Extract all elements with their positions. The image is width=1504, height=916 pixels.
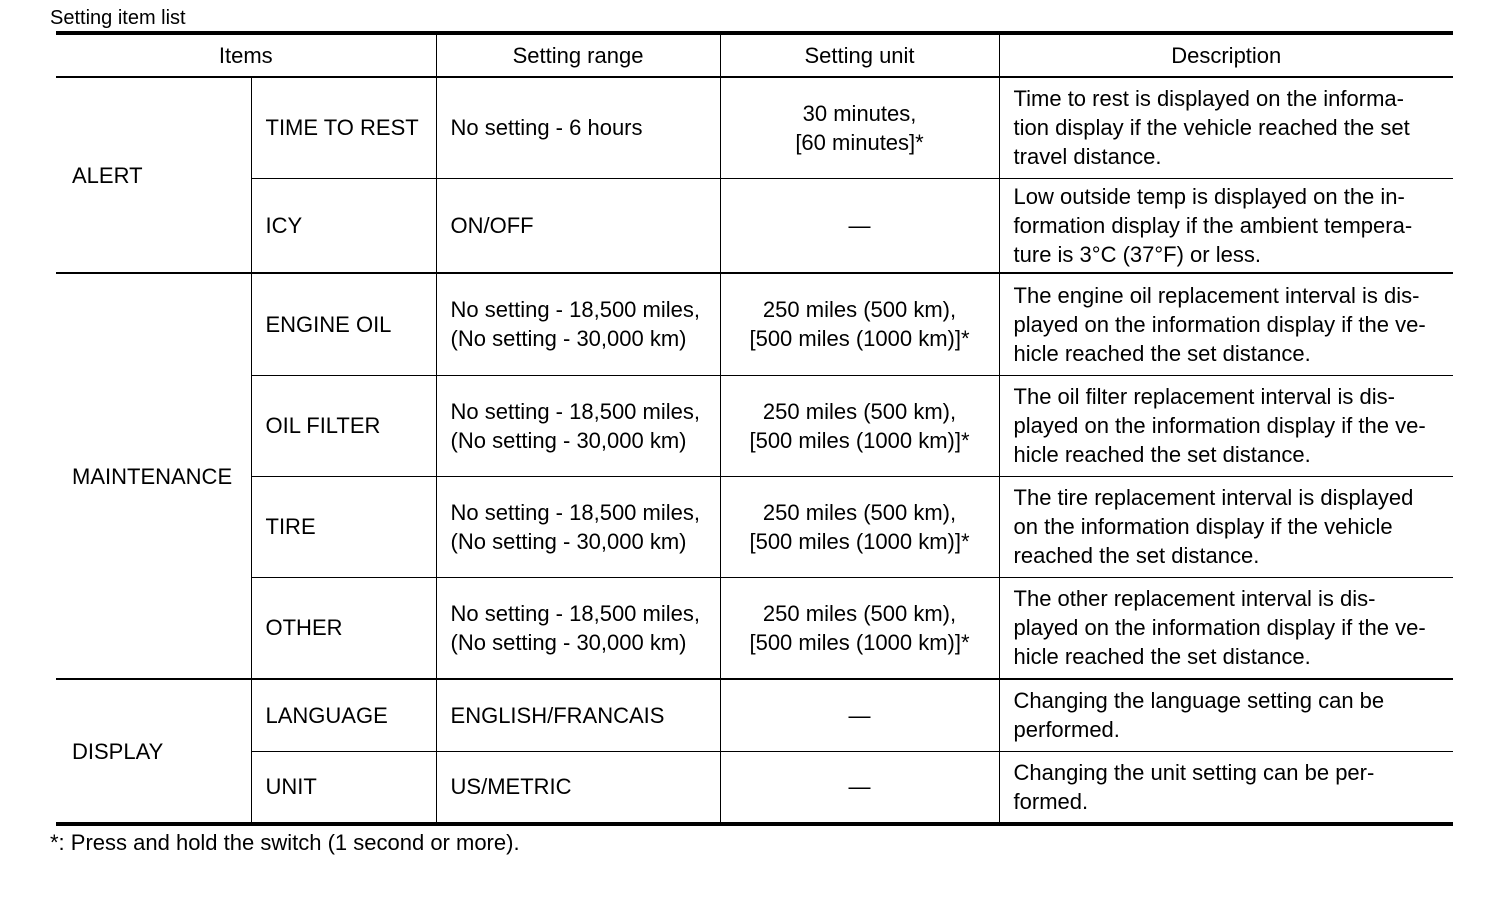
- table-row: [56, 751, 1453, 824]
- desc-line: Time to rest is displayed on the informa-: [1013, 86, 1404, 112]
- description: [999, 178, 1453, 273]
- table-row: [56, 178, 1453, 273]
- desc-line: The engine oil replacement interval is dis-: [1013, 282, 1420, 308]
- setting-range: US/METRIC: [436, 751, 720, 824]
- unit-line: [60 minutes]*: [795, 129, 924, 155]
- item-name: LANGUAGE: [251, 679, 436, 751]
- table-row: [56, 577, 1453, 679]
- unit-line: 30 minutes,: [802, 100, 917, 126]
- description: [999, 679, 1453, 751]
- unit-line: 250 miles (500 km),: [762, 600, 957, 626]
- desc-line: Changing the language setting can be: [1013, 688, 1385, 714]
- range-line: No setting - 18,500 miles,: [450, 297, 700, 323]
- desc-line: Low outside temp is displayed on the in-: [1013, 183, 1405, 209]
- table-row: [56, 77, 1453, 178]
- setting-range: [436, 273, 720, 375]
- description: [999, 273, 1453, 375]
- header-setting-unit: Setting unit: [720, 33, 999, 77]
- description: [999, 751, 1453, 824]
- desc-line: played on the information display if the ve-: [1013, 615, 1426, 641]
- item-name: ENGINE OIL: [251, 273, 436, 375]
- unit-line: [500 miles (1000 km)]*: [749, 427, 970, 453]
- desc-line: played on the information display if the ve-: [1013, 311, 1426, 337]
- footnote: *: Press and hold the switch (1 second or more).: [50, 830, 520, 855]
- desc-line: The oil filter replacement interval is dis-: [1013, 384, 1395, 409]
- range-line: No setting - 18,500 miles,: [450, 499, 700, 525]
- setting-unit: [720, 375, 999, 476]
- description: [999, 77, 1453, 178]
- desc-line: formation display if the ambient tempera-: [1013, 212, 1413, 238]
- desc-line: Changing the unit setting can be per-: [1013, 759, 1375, 785]
- item-name: OIL FILTER: [251, 375, 436, 476]
- unit-line: [500 miles (1000 km)]*: [749, 528, 970, 554]
- setting-unit: [720, 77, 999, 178]
- description: [999, 476, 1453, 577]
- range-line: (No setting - 30,000 km): [450, 629, 687, 655]
- desc-line: performed.: [1013, 717, 1120, 743]
- unit-line: 250 miles (500 km),: [762, 398, 957, 424]
- group-alert: ALERT: [72, 162, 143, 188]
- item-name: OTHER: [251, 577, 436, 679]
- unit-line: [500 miles (1000 km)]*: [749, 326, 970, 352]
- setting-unit: —: [720, 751, 999, 824]
- group-display: DISPLAY: [56, 679, 251, 824]
- desc-line: reached the set distance.: [1013, 543, 1260, 568]
- setting-range: ON/OFF: [436, 178, 720, 273]
- unit-line: 250 miles (500 km),: [762, 297, 957, 323]
- range-line: No setting - 18,500 miles,: [450, 398, 700, 424]
- item-name: UNIT: [251, 751, 436, 824]
- setting-range: [436, 375, 720, 476]
- setting-unit: [720, 476, 999, 577]
- desc-line: travel distance.: [1013, 144, 1162, 170]
- desc-line: hicle reached the set distance.: [1013, 644, 1311, 670]
- header-items: Items: [56, 33, 436, 77]
- header-row: [56, 33, 1453, 77]
- table-row: [56, 273, 1453, 375]
- desc-line: The other replacement interval is dis-: [1013, 586, 1376, 612]
- group-maintenance: MAINTENANCE: [56, 273, 251, 679]
- setting-range: [436, 476, 720, 577]
- setting-range: ENGLISH/FRANCAIS: [436, 679, 720, 751]
- range-line: (No setting - 30,000 km): [450, 427, 687, 453]
- item-name: TIRE: [251, 476, 436, 577]
- setting-unit: [720, 577, 999, 679]
- desc-line: played on the information display if the ve-: [1013, 413, 1426, 438]
- description: [999, 375, 1453, 476]
- desc-line: The tire replacement interval is displayed: [1013, 485, 1414, 510]
- setting-unit: [720, 273, 999, 375]
- table-row: [56, 476, 1453, 577]
- item-name: ICY: [251, 178, 436, 273]
- unit-line: 250 miles (500 km),: [762, 499, 957, 525]
- desc-line: ture is 3°C (37°F) or less.: [1013, 241, 1261, 267]
- range-line: No setting - 18,500 miles,: [450, 600, 700, 626]
- setting-unit: —: [720, 679, 999, 751]
- header-description: Description: [999, 33, 1453, 77]
- setting-unit: —: [720, 178, 999, 273]
- item-name: TIME TO REST: [251, 77, 436, 178]
- desc-line: hicle reached the set distance.: [1013, 442, 1311, 467]
- range-line: (No setting - 30,000 km): [450, 528, 687, 554]
- range-line: (No setting - 30,000 km): [450, 326, 687, 352]
- table-caption: Setting item list: [50, 7, 186, 29]
- desc-line: tion display if the vehicle reached the set: [1013, 115, 1410, 141]
- setting-range: [436, 577, 720, 679]
- desc-line: on the information display if the vehicle: [1013, 514, 1393, 539]
- header-setting-range: Setting range: [436, 33, 720, 77]
- desc-line: hicle reached the set distance.: [1013, 340, 1311, 366]
- desc-line: formed.: [1013, 788, 1089, 814]
- description: [999, 577, 1453, 679]
- unit-line: [500 miles (1000 km)]*: [749, 629, 970, 655]
- table-row: [56, 679, 1453, 751]
- setting-item-table: [56, 31, 1453, 826]
- setting-range: No setting - 6 hours: [436, 77, 720, 178]
- table-row: [56, 375, 1453, 476]
